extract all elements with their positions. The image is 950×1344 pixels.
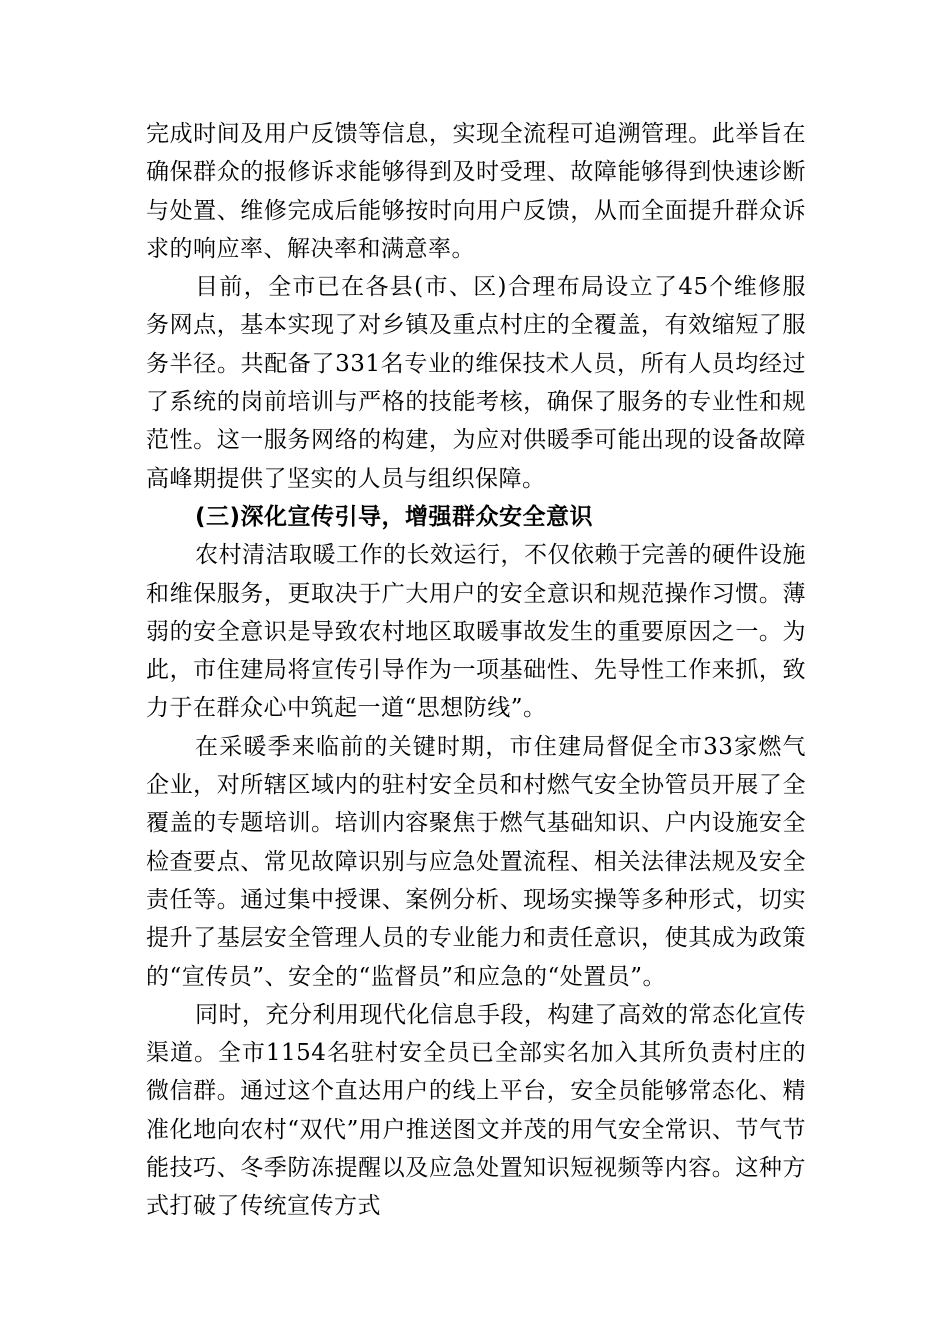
paragraph-service-network: 目前，全市已在各县(市、区)合理布局设立了45个维修服务网点，基本实现了对乡镇及重点村庄的全覆盖，有效缩短了服务半径。共配备了331名专业的维保技术人员，所有人员均经过了系统的岗前培训与严格的技能考核，确保了服务的专业性和规范性。这一服务网络的构建，为应对供暖季可能出现的设备故障高峰期提供了坚实的人员与组织保障。	[146, 274, 806, 492]
paragraph-safety-awareness: 农村清洁取暖工作的长效运行，不仅依赖于完善的硬件设施和维保服务，更取决于广大用户的安全意识和规范操作习惯。薄弱的安全意识是导致农村地区取暖事故发生的重要原因之一。为此，市住建局将宣传引导作为一项基础性、先导性工作来抓，致力于在群众心中筑起一道“思想防线”。	[146, 542, 806, 722]
paragraph-continuation: 完成时间及用户反馈等信息，实现全流程可追溯管理。此举旨在确保群众的报修诉求能够得到及时受理、故障能够得到快速诊断与处置、维修完成后能够按时向用户反馈，从而全面提升群众诉求的响应率、解决率和满意率。	[146, 121, 806, 262]
section-heading: (三)深化宣传引导，增强群众安全意识	[195, 503, 594, 530]
paragraph-training: 在采暖季来临前的关键时期，市住建局督促全市33家燃气企业，对所辖区域内的驻村安全员和村燃气安全协管员开展了全覆盖的专题培训。培训内容聚焦于燃气基础知识、户内设施安全检查要点、常见故障识别与应急处置流程、相关法律法规及安全责任等。通过集中授课、案例分析、现场实操等多种形式，切实提升了基层安全管理人员的专业能力和责任意识，使其成为政策的“宣传员”、安全的“监督员”和应急的“处置员”。	[146, 733, 806, 990]
paragraph-wechat-channel: 同时，充分利用现代化信息手段，构建了高效的常态化宣传渠道。全市1154名驻村安全员已全部实名加入其所负责村庄的微信群。通过这个直达用户的线上平台，安全员能够常态化、精准化地向农村“双代”用户推送图文并茂的用气安全常识、节气节能技巧、冬季防冻提醒以及应急处置知识短视频等内容。这种方式打破了传统宣传方式	[146, 1001, 806, 1220]
document-page	[146, 115, 806, 1226]
